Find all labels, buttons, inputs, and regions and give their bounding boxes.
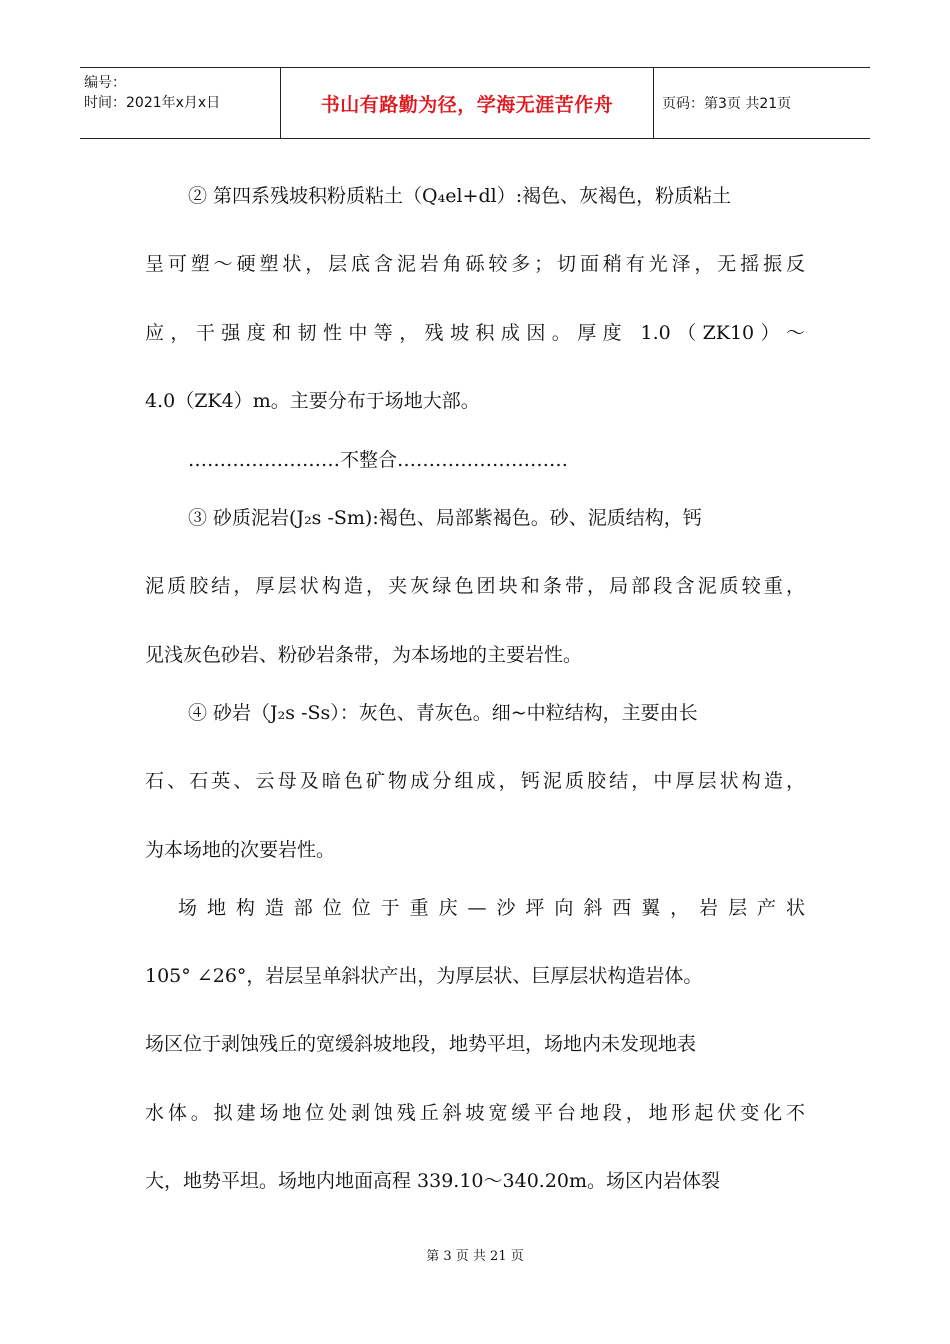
text-line-9: ④ 砂岩（J₂s -Ss）：灰色、青灰色。细~中粒结构，主要由长 [188, 702, 698, 724]
date-label: 时间：2021年x月x日 [84, 95, 221, 111]
text-line-15: 水体。拟建场地位处剥蚀残丘斜坡宽缓平台地段，地形起伏变化不 [145, 1102, 805, 1124]
text-line-7: 泥质胶结，厚层状构造，夹灰绿色团块和条带，局部段含泥质较重， [145, 575, 805, 597]
text-line-16: 大，地势平坦。场地内地面高程 339.10～340.20m。场区内岩体裂 [145, 1170, 721, 1192]
text-line-11: 为本场地的次要岩性。 [145, 839, 336, 861]
header-page-cell [654, 68, 870, 138]
text-line-14: 场区位于剥蚀残丘的宽缓斜坡地段，地势平坦，场地内未发现地表 [145, 1033, 697, 1055]
page-header [80, 67, 870, 139]
motto: 书山有路勤为径，学海无涯苦作舟 [320, 93, 614, 116]
text-line-6: ③ 砂质泥岩(J₂s -Sm):褐色、局部紫褐色。砂、泥质结构，钙 [188, 507, 702, 529]
text-line-2: 呈可塑～硬塑状，层底含泥岩角砾较多；切面稍有光泽，无摇振反 [145, 253, 805, 275]
header-motto-cell [281, 68, 654, 138]
text-line-4: 4.0（ZK4）m。主要分布于场地大部。 [145, 390, 480, 412]
code-label: 编号： [84, 75, 126, 91]
text-line-13: 105° ∠26°，岩层呈单斜状产出，为厚层状、巨厚层状构造岩体。 [145, 965, 703, 987]
page-footer: 第 3 页 共 21 页 [426, 1249, 524, 1264]
text-line-3: 应，干强度和韧性中等，残坡积成因。厚度 1.0（ZK10）～ [145, 322, 805, 344]
header-meta [80, 68, 281, 138]
text-line-10: 石、石英、云母及暗色矿物成分组成，钙泥质胶结，中厚层状构造， [145, 770, 805, 792]
page-label: 页码：第3页 共21页 [662, 96, 792, 112]
text-line-12: 场地构造部位位于重庆—沙坪向斜西翼，岩层产状 [178, 897, 805, 919]
text-line-5: ……………………不整合……………………… [188, 449, 569, 471]
text-line-8: 见浅灰色砂岩、粉砂岩条带，为本场地的主要岩性。 [145, 644, 583, 666]
text-line-1: ② 第四系残坡积粉质粘土（Q₄el+dl）:褐色、灰褐色，粉质粘土 [188, 185, 732, 207]
